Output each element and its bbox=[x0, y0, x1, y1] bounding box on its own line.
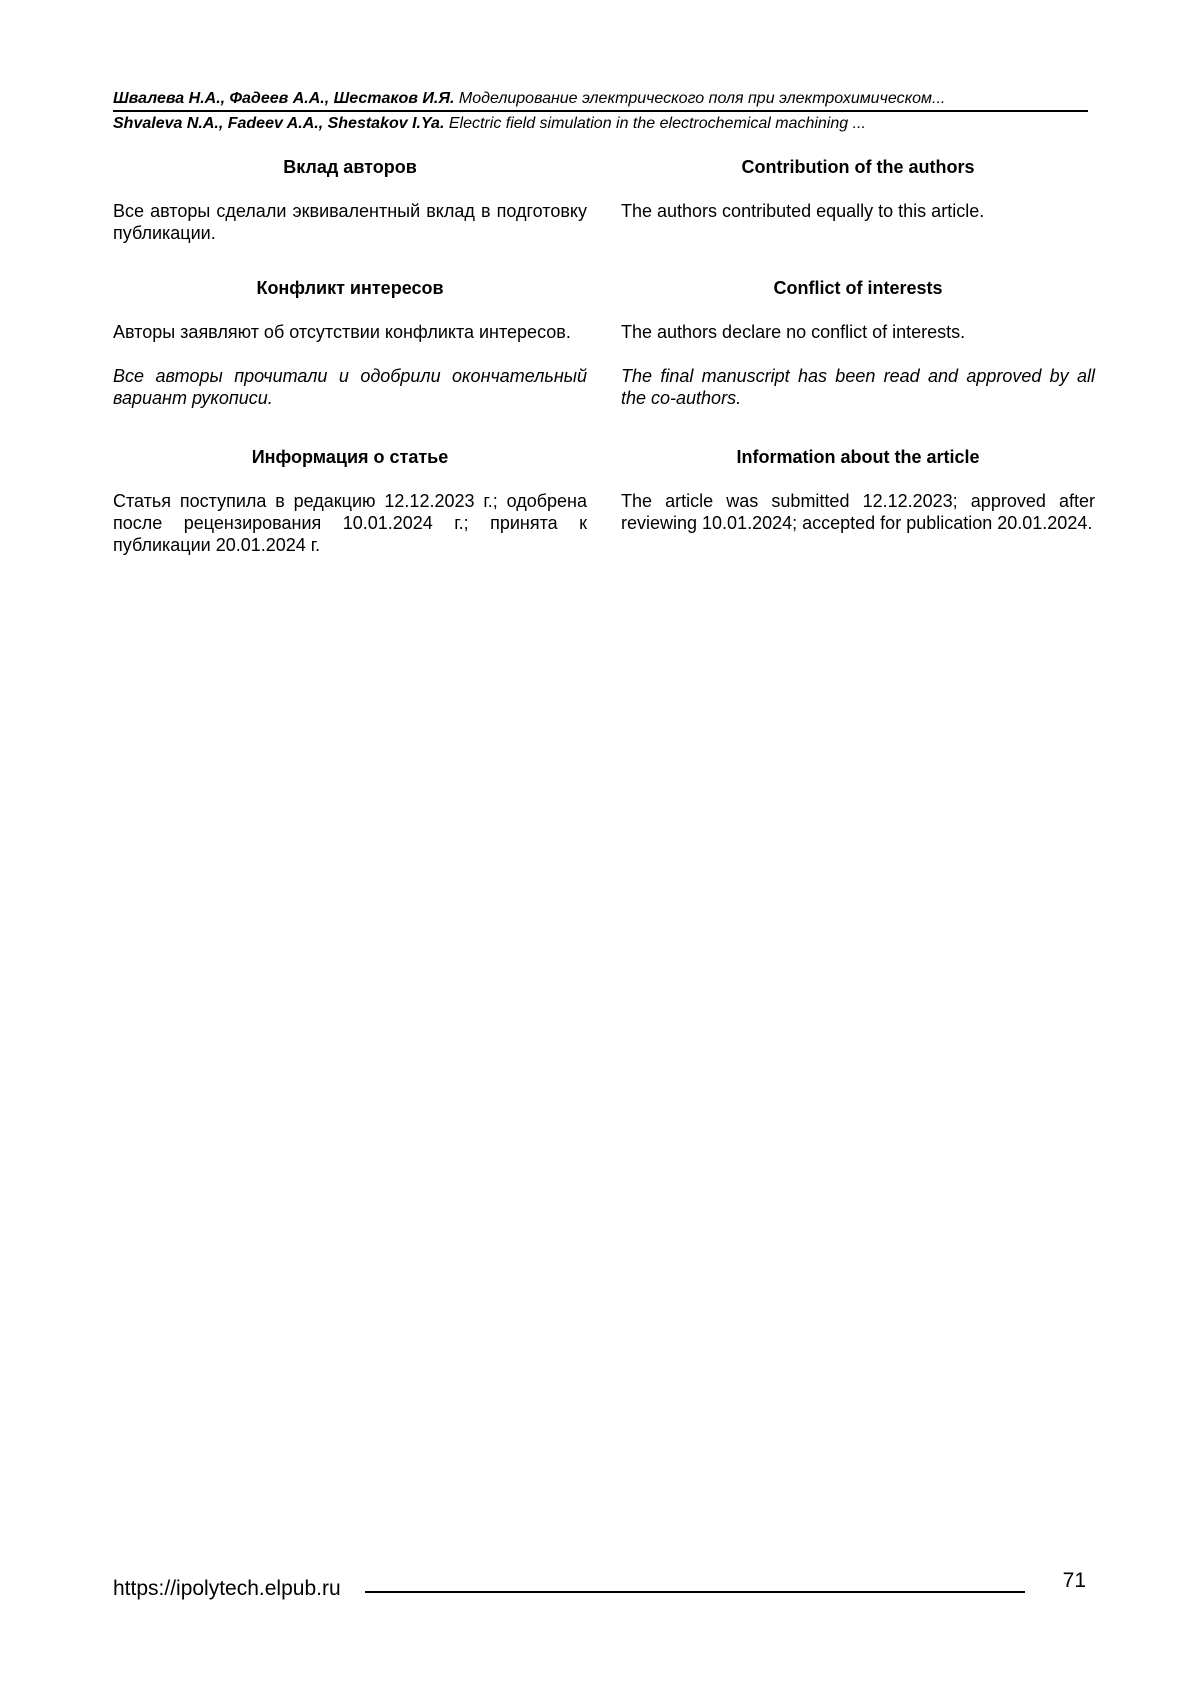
footer-rule bbox=[365, 1591, 1025, 1593]
article-info-en-text: The article was submitted 12.12.2023; approved after reviewing 10.01.2024; accepted for publication 20.01.2024. bbox=[621, 491, 1095, 533]
running-head-ru-authors: Швалева Н.А., Фадеев А.А., Шестаков И.Я. bbox=[113, 90, 455, 107]
article-info-ru-heading: Информация о статье bbox=[251, 447, 449, 467]
running-head-ru-title: Моделирование электрического поля при электрохимическом... bbox=[458, 90, 946, 107]
running-head bbox=[113, 88, 1088, 134]
article-info-en-column bbox=[621, 446, 1095, 534]
page-footer bbox=[113, 1569, 1088, 1604]
conflict-ru-approval: Все авторы прочитали и одобрили окончательный вариант рукописи. bbox=[113, 366, 587, 408]
running-head-rule bbox=[113, 110, 1088, 112]
contribution-ru-heading: Вклад авторов bbox=[283, 157, 417, 177]
running-head-en-title: Electric field simulation in the electrochemical machining ... bbox=[448, 115, 866, 132]
contribution-ru-column bbox=[113, 156, 587, 244]
article-info-ru-text: Статья поступила в редакцию 12.12.2023 г.; одобрена после рецензирования 10.01.2024 г.; принята к публикации 20.01.2024 г. bbox=[113, 491, 587, 555]
conflict-ru-column bbox=[113, 277, 587, 409]
article-info-en-heading: Information about the article bbox=[736, 447, 980, 467]
running-head-en-authors: Shvaleva N.A., Fadeev A.A., Shestakov I.Ya. bbox=[113, 115, 445, 132]
running-head-ru bbox=[113, 88, 1088, 109]
running-head-en bbox=[113, 113, 1088, 134]
contribution-en-text: The authors contributed equally to this article. bbox=[621, 201, 985, 221]
conflict-en-heading: Conflict of interests bbox=[773, 278, 943, 298]
conflict-en-column bbox=[621, 277, 1095, 409]
contribution-en-heading: Contribution of the authors bbox=[741, 157, 975, 177]
article-info-ru-column bbox=[113, 446, 587, 556]
contribution-en-column bbox=[621, 156, 1095, 222]
conflict-en-text: The authors declare no conflict of interests. bbox=[621, 322, 966, 342]
conflict-ru-heading: Конфликт интересов bbox=[256, 278, 444, 298]
conflict-en-approval: The final manuscript has been read and approved by all the co-authors. bbox=[621, 366, 1095, 408]
journal-url-link[interactable]: https://ipolytech.elpub.ru bbox=[113, 1577, 341, 1600]
page-number: 71 bbox=[1062, 1569, 1086, 1592]
conflict-ru-text: Авторы заявляют об отсутствии конфликта интересов. bbox=[113, 322, 571, 342]
contribution-ru-text: Все авторы сделали эквивалентный вклад в подготовку публикации. bbox=[113, 201, 587, 243]
